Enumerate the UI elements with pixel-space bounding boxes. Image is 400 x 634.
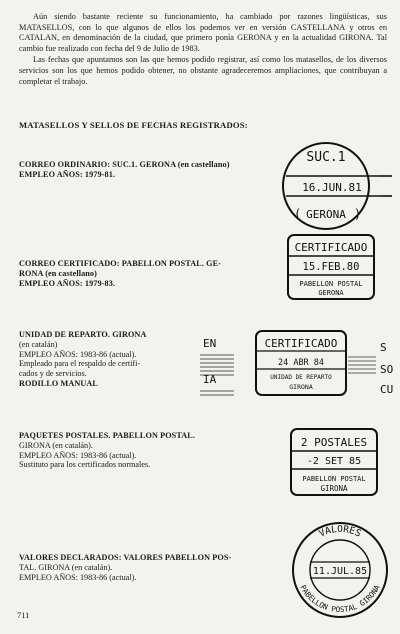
entry-heading-line-2: TAL. GIRONA (en catalán). — [19, 562, 113, 572]
roller-side-right-2: SO — [380, 363, 394, 376]
postmark-valores-girona — [288, 520, 392, 620]
entry-paquetes-postales — [19, 431, 279, 470]
roller-side-right-3: CU — [380, 383, 394, 396]
postmark-paren-left: ( — [294, 207, 302, 221]
postmark-service: CERTIFICADO — [294, 241, 368, 254]
intro-paragraph-2: Las fechas que apuntamos son las que hemos podido registrar, así como los matasellos, de los diversos servicios son los que hemos podido obtener, no obstante agradeceremos ampliaciones, que contribuyan a completar el trabajo. — [19, 55, 387, 86]
entry-years: EMPLEO AÑOS: 1983-86 (actual). — [19, 450, 137, 460]
entry-heading: PAQUETES POSTALES. PABELLON POSTAL. — [19, 431, 196, 440]
intro-text — [19, 12, 387, 87]
roller-line-1: UNIDAD DE REPARTO — [270, 374, 332, 381]
entry-heading-line-1: VALORES DECLARADOS: VALORES PABELLON POS- — [19, 553, 232, 562]
entry-heading-line-1: CORREO CERTIFICADO: PABELLON POSTAL. GE- — [19, 259, 221, 268]
roller-side-left-1: EN — [203, 337, 217, 350]
postmark-paquetes-postales — [289, 427, 379, 497]
show-through-marks — [200, 160, 202, 167]
postmark-date: -2 SET 85 — [306, 456, 362, 467]
postmark-office: SUC.1 — [306, 150, 346, 165]
entry-years: EMPLEO AÑOS: 1979-83. — [19, 278, 116, 288]
page-number: 711 — [17, 611, 30, 620]
roller-cancel-unidad-reparto — [198, 321, 400, 403]
section-title: MATASELLOS Y SELLOS DE FECHAS REGISTRADOS: — [19, 120, 248, 130]
postmark-date: 15.FEB.80 — [302, 261, 360, 273]
postmark-service: 2 POSTALES — [300, 436, 368, 449]
roller-side-right-1: S — [380, 341, 387, 354]
entry-heading: UNIDAD DE REPARTO. GIRONA — [19, 330, 147, 339]
entry-note-line-1: Empleado para el respaldo de certifi- — [19, 359, 141, 369]
postmark-date: 16.JUN.81 — [302, 181, 362, 194]
ring-text-bottom-path: PABELLON POSTAL GIRONA — [298, 583, 382, 615]
entry-language: (en catalán) — [19, 339, 58, 349]
entry-city: GIRONA (en catalán). — [19, 440, 93, 450]
postmark-suc1-gerona — [280, 136, 395, 236]
postmark-line-1: PABELLON POSTAL — [302, 475, 366, 483]
roller-service: CERTIFICADO — [264, 337, 338, 350]
postmark-paren-right: ) — [354, 207, 362, 221]
postmark-line-2: GERONA — [318, 289, 344, 297]
ring-text-top-path: VALORES — [317, 524, 363, 540]
postmark-certificado-gerona — [286, 233, 376, 301]
postmark-line-1: PABELLON POSTAL — [299, 280, 363, 288]
entry-years: EMPLEO AÑOS: 1983-86 (actual). — [19, 572, 137, 582]
postmark-line-2: GIRONA — [320, 484, 348, 493]
entry-years: EMPLEO AÑOS: 1983-86 (actual). — [19, 349, 137, 359]
entry-heading-line-2: RONA (en castellano) — [19, 268, 97, 278]
intro-paragraph-1: Aún siendo bastante reciente su funcionamiento, ha cambiado por razones lingüísticas, sus MATASELLOS, con lo que algunos de ellos los podemos ver en versión CASTELLANA y otros en CATALAN, en denominación de la ciudad, que primero ponía GERONA y en la actualidad GIRONA. Tal cambio fue realizado con fecha del 9 de Julio de 1983. — [19, 12, 387, 53]
entry-valores-declarados — [19, 553, 279, 582]
roller-date: 24 ABR 84 — [277, 358, 325, 368]
entry-years: EMPLEO AÑOS: 1979-81. — [19, 169, 116, 179]
entry-note-line-3: RODILLO MANUAL — [19, 378, 98, 388]
entry-note-line-2: cados y de servicios. — [19, 369, 87, 379]
roller-side-left-2: IA — [203, 373, 217, 386]
postmark-date: 11.JUL.85 — [312, 566, 368, 577]
entry-correo-ordinario — [19, 160, 279, 180]
roller-line-2: GIRONA — [289, 383, 313, 391]
ring-text-bottom — [298, 583, 382, 614]
entry-heading: CORREO ORDINARIO: SUC.1. GERONA (en castellano) — [19, 160, 230, 169]
entry-correo-certificado — [19, 259, 279, 288]
entry-note: Sustituto para los certificados normales. — [19, 460, 151, 470]
postmark-city: GERONA — [306, 208, 346, 221]
